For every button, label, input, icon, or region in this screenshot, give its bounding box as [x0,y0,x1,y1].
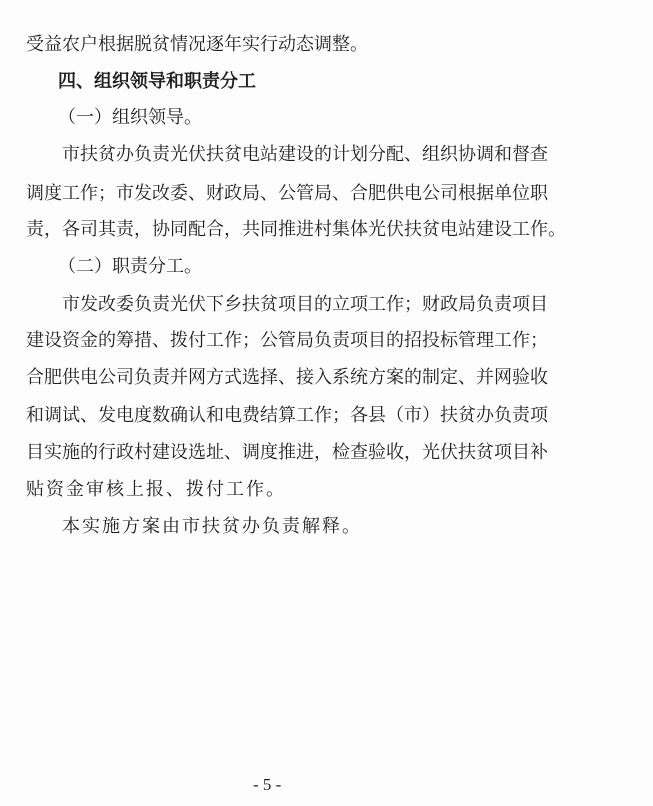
paragraph-line: 受益农户根据脱贫情况逐年实行动态调整。 [26,34,368,55]
paragraph-line: 本实施方案由市扶贫办负责解释。 [62,516,362,537]
paragraph-line: 建设资金的筹措、拨付工作；公管局负责项目的招投标管理工作； [26,330,548,351]
subsection-heading: （一）组织领导。 [58,107,202,128]
paragraph-line: 调度工作；市发改委、财政局、公管局、合肥供电公司根据单位职 [26,183,548,204]
paragraph-line: 合肥供电公司负责并网方式选择、接入系统方案的制定、并网验收 [26,367,548,388]
paragraph-line: 市发改委负责光伏下乡扶贫项目的立项工作；财政局负责项目 [62,294,548,315]
section-heading: 四、组织领导和职责分工 [58,71,256,92]
paragraph-line: 和调试、发电度数确认和电费结算工作；各县（市）扶贫办负责项 [26,405,548,426]
paragraph-line: 市扶贫办负责光伏扶贫电站建设的计划分配、组织协调和督查 [62,144,548,165]
paragraph-line: 责，各司其责，协同配合，共同推进村集体光伏扶贫电站建设工作。 [26,219,566,240]
subsection-heading: （二）职责分工。 [58,256,202,277]
page-number: - 5 - [253,775,282,794]
paragraph-line: 贴资金审核上报、拨付工作。 [26,479,286,500]
paragraph-line: 目实施的行政村建设选址、调度推进，检查验收，光伏扶贫项目补 [26,442,548,463]
